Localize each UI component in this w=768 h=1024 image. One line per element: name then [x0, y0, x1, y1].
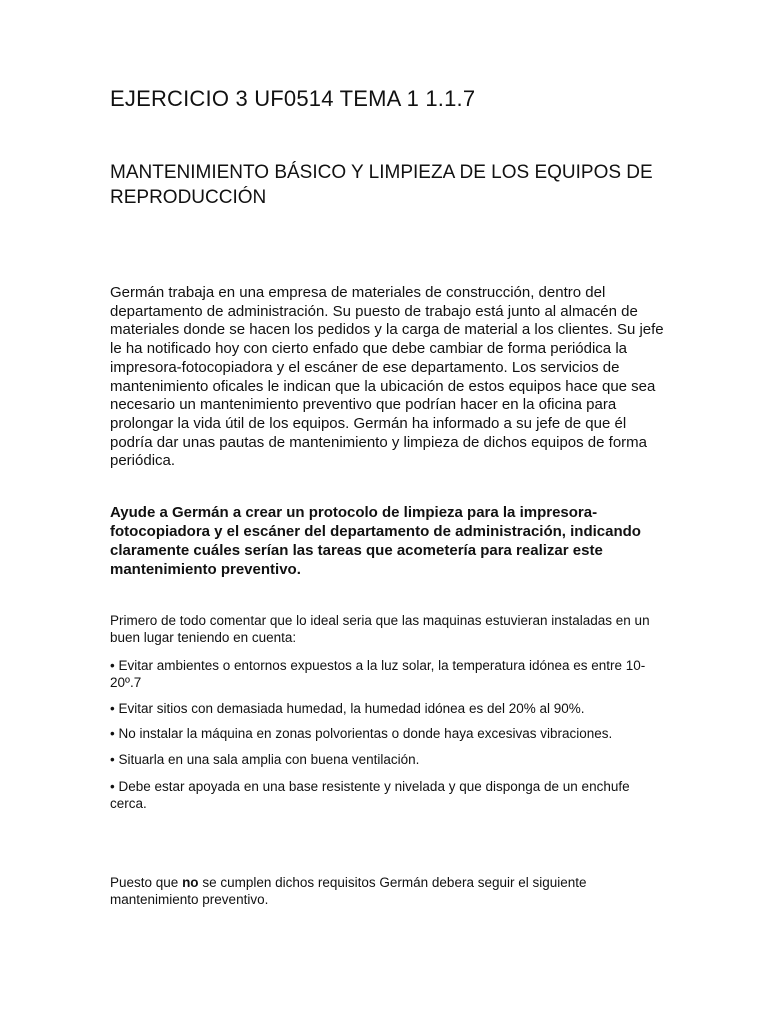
intro-paragraph: Germán trabaja en una empresa de materiales de construcción, dentro del departamento de administración. Su puesto de trabajo está junto al almacén de materiales donde se hacen los pedidos y la carga de material a los clientes. Su jefe le ha notificado hoy con cierto enfado que debe cambiar de forma periódica la impresora-fotocopiadora y el escáner de ese departamento. Los servicios de mantenimiento oficales le indican que la ubicación de estos equipos hace que sea necesario un mantenimiento preventivo que podrían hacer en la oficina para prolongar la vida útil de los equipos. Germán ha informado a su jefe de que él podría dar unas pautas de mantenimiento y limpieza de dichos equipos de forma periódica.	[110, 284, 664, 470]
bullet-item: • No instalar la máquina en zonas polvorientas o donde haya excesivas vibraciones.	[110, 726, 613, 741]
document-subtitle: MANTENIMIENTO BÁSICO Y LIMPIEZA DE LOS EQUIPOS DE REPRODUCCIÓN	[110, 162, 653, 208]
closing-emphasis: no	[182, 875, 199, 890]
document-title: EJERCICIO 3 UF0514 TEMA 1 1.1.7	[110, 86, 476, 111]
task-statement: Ayude a Germán a crear un protocolo de limpieza para la impresora-fotocopiadora y el escáner del departamento de administración, indicando claramente cuáles serían las tareas que acometería para realizar este mantenimiento preventivo.	[110, 504, 641, 578]
bullet-item: • Evitar ambientes o entornos expuestos a la luz solar, la temperatura idónea es entre 10-20º.7	[110, 658, 646, 690]
closing-text-before: Puesto que	[110, 875, 183, 890]
bullet-item: • Situarla en una sala amplia con buena ventilación.	[110, 752, 420, 767]
closing-text-after: se cumplen dichos requisitos Germán debera seguir el siguiente mantenimiento preventivo.	[110, 875, 587, 907]
closing-paragraph	[110, 875, 670, 908]
answer-intro-paragraph: Primero de todo comentar que lo ideal seria que las maquinas estuvieran instaladas en un buen lugar teniendo en cuenta:	[110, 613, 650, 645]
bullet-item: • Debe estar apoyada en una base resistente y nivelada y que disponga de un enchufe cerca.	[110, 779, 630, 811]
bullet-item: • Evitar sitios con demasiada humedad, la humedad idónea es del 20% al 90%.	[110, 701, 585, 716]
